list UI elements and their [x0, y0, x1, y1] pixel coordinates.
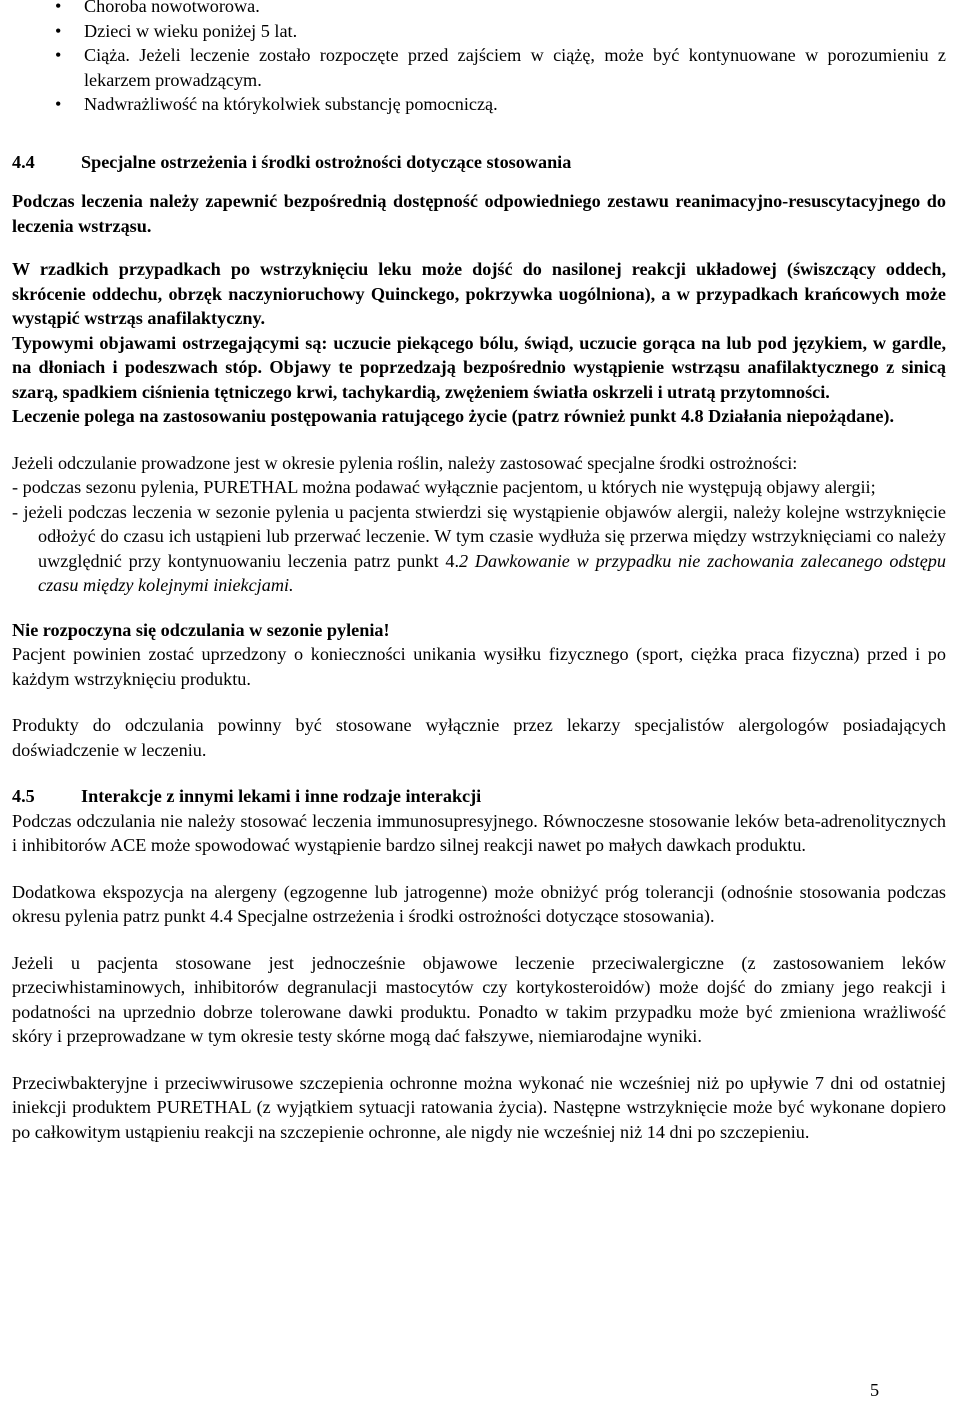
- section-number: 4.4: [12, 151, 35, 172]
- treatment-paragraph: Leczenie polega na zastosowaniu postępowania ratującego życie (patrz również punkt 4.8 Działania niepożądane).: [12, 406, 895, 426]
- symptomatic-treatment-paragraph: Jeżeli u pacjenta stosowane jest jednocześnie objawowe leczenie przeciwalergiczne (z zastosowaniem leków przeciwhistaminowych, inhibitorów degranulacji mastocytów czy kortykosteroidów) może dojść do zmiany jego reakcji i podatności na uprzednio dobrze tolerowane dawki produktu. Ponadto w takim przypadku może być zmieniona wrażliwość skóry i przeprowadzane w tym okresie testy skórne mogą dać fałszywe, niemiarodajne wyniki.: [12, 952, 946, 1046]
- pollen-season-intro: Jeżeli odczulanie prowadzone jest w okresie pylenia roślin, należy zastosować specjalne środki ostrożności:: [12, 452, 798, 473]
- dash-item: - podczas sezonu pylenia, PURETHAL można podawać wyłącznie pacjentom, u których nie występują objawy alergii;: [12, 477, 876, 497]
- list-item: • Dzieci w wieku poniżej 5 lat.: [12, 19, 946, 44]
- list-item: • Ciąża. Jeżeli leczenie zostało rozpoczęte przed zajściem w ciążę, może być kontynuowane w porozumieniu z lekarzem prowadzącym.: [12, 43, 946, 92]
- page-number: 5: [870, 1380, 880, 1400]
- list-item: • Choroba nowotworowa.: [12, 0, 946, 19]
- section-title: Specjalne ostrzeżenia i środki ostrożności dotyczące stosowania: [81, 151, 572, 172]
- section-heading-4-4: [12, 150, 946, 175]
- physical-effort-paragraph: Pacjent powinien zostać uprzedzony o konieczności unikania wysiłku fizycznego (sport, ciężka praca fizyczna) przed i po każdym wstrzyknięciu produktu.: [12, 644, 946, 689]
- section-heading-4-5: [12, 784, 946, 809]
- list-item: • Nadwrażliwość na którykolwiek substancję pomocniczą.: [12, 92, 946, 117]
- vaccination-paragraph: Przeciwbakteryjne i przeciwwirusowe szczepienia ochronne można wykonać nie wcześniej niż po upływie 7 dni od ostatniej iniekcji produktem PURETHAL (z wyjątkiem sytuacji ratowania życia). Następne wstrzyknięcie może być wykonane dopiero po całkowitym ustąpieniu reakcji na szczepienie ochronne, ale nigdy nie wcześniej niż 14 dni po szczepieniu.: [12, 1072, 946, 1142]
- immunosuppression-paragraph: Podczas odczulania nie należy stosować leczenia immunosupresyjnego. Równoczesne stosowanie leków beta-adrenolitycznych i inhibitorów ACE może spowodować wystąpienie bardzo silnej reakcji nawet po małych dawkach produktu.: [12, 810, 946, 855]
- dash-item-text: - jeżeli podczas leczenia w sezonie pylenia u pacjenta stwierdzi się wystąpienie objawów alergii, należy kolejne wstrzyknięcie odłożyć do czasu ich ustąpieni lub przerwać leczenie. W tym czasie wydłuża się przerwa między wstrzyknięciami co należy uwzględnić przy kontynuowaniu leczenia patrz punkt 4.: [12, 501, 946, 571]
- resuscitation-paragraph: Podczas leczenia należy zapewnić bezpośrednią dostępność odpowiedniego zestawu reanimacyjno-resuscytacyjnego do leczenia wstrząsu.: [12, 191, 946, 236]
- dash-item-italic-ref: 2 Dawkowanie w przypadku nie zachowania zalecanego odstępu czasu między kolejnymi iniekcjami.: [38, 550, 946, 595]
- specialists-paragraph: Produkty do odczulania powinny być stosowane wyłącznie przez lekarzy specjalistów alergologów posiadających doświadczenie w leczeniu.: [12, 715, 946, 760]
- dash-item: [12, 500, 946, 598]
- pollen-season-warning: Nie rozpoczyna się odczulania w sezonie pylenia!: [12, 619, 390, 640]
- contraindication-list: [12, 0, 946, 117]
- document-page: [12, 0, 946, 1144]
- systemic-reaction-paragraph: W rzadkich przypadkach po wstrzyknięciu leku może dojść do nasilonej reakcji układowej (świszczący oddech, skrócenie oddechu, obrzęk naczynioruchowy Quinckego, pokrzywka uogólniona), a w przypadkach krańcowych może wystąpić wstrząs anafilaktyczny.: [12, 259, 946, 328]
- section-number: 4.5: [12, 786, 35, 806]
- section-title: Interakcje z innymi lekami i inne rodzaje interakcji: [81, 786, 482, 806]
- warning-symptoms-paragraph: Typowymi objawami ostrzegającymi są: uczucie piekącego bólu, świąd, uczucie gorąca na lub pod językiem, w gardle, na dłoniach i podeszwach stóp. Objawy te poprzedzają bezpośrednio wystąpienie wstrząsu anafilaktycznego z sinicą szarą, spadkiem ciśnienia tętniczego krwi, tachykardią, zwężeniem światła oskrzeli i utratą przytomności.: [12, 332, 946, 402]
- allergen-exposure-paragraph: Dodatkowa ekspozycja na alergeny (egzogenne lub jatrogenne) może obniżyć próg tolerancji (odnośnie stosowania podczas okresu pylenia patrz punkt 4.4 Specjalne ostrzeżenia i środki ostrożności dotyczące stosowania).: [12, 881, 946, 926]
